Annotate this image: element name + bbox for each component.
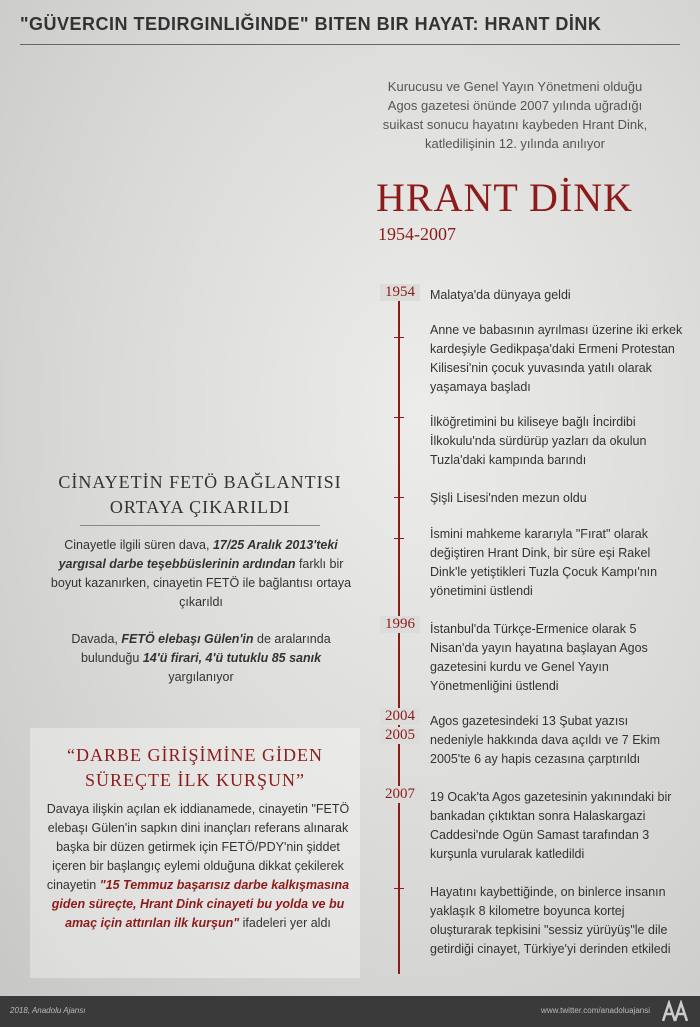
intro-line: Agos gazetesi önünde 2007 yılında uğradığı [387, 98, 643, 113]
timeline-tick [394, 497, 404, 498]
text-emphasis: FETÖ elebaşı Gülen'in [121, 632, 254, 646]
quote-emphasis: "15 Temmuz başarısız darbe kalkışmasına giden süreçte, Hrant Dink cinayeti bu yolda ve bu amaç için attırılan ilk kurşun" [51, 878, 350, 930]
timeline-event: Şişli Lisesi'nden mezun oldu [430, 491, 587, 505]
intro-line: suikast sonucu hayatını kaybeden Hrant Dink, [382, 117, 648, 132]
person-years: 1954-2007 [378, 224, 456, 244]
footer-copyright: 2018, Anadolu Ajansı [10, 1006, 86, 1015]
text-run: yargılanıyor [168, 670, 234, 684]
timeline-tick [394, 417, 404, 418]
text-run: Cinayetle ilgili süren dava, [64, 538, 213, 552]
page-title: "GÜVERCIN TEDIRGINLIĞINDE" BITEN BIR HAYAT: HRANT DİNK [20, 14, 602, 34]
feto-heading [40, 470, 360, 520]
timeline-year: 2005 [380, 727, 420, 744]
timeline-year: 2007 [380, 786, 420, 803]
timeline-year: 1996 [380, 616, 420, 633]
footer-bar [0, 996, 700, 1027]
quote-heading [40, 743, 350, 793]
intro-line: katledilişinin 12. yılında anılıyor [425, 136, 605, 151]
text-emphasis: 17/25 Aralık 2013'teki yargısal darbe teşebbüslerinin ardından [58, 538, 338, 571]
timeline-event: Agos gazetesindeki 13 Şubat yazısı nedeniyle hakkında dava açıldı ve 7 Ekim 2005'te 6 ay hapis cezasına çarptırıldı [430, 714, 660, 766]
feto-paragraph-1 [48, 536, 354, 612]
intro-line: Kurucusu ve Genel Yayın Yönetmeni olduğu [387, 79, 643, 94]
timeline-event: İlköğretimini bu kiliseye bağlı İncirdibi İlkokulu'nda sürdürüp yazları da okulun Tuzla'daki kampında barındı [430, 415, 647, 467]
text-emphasis: 14'ü firari, 4'ü tutuklu 85 sanık [142, 651, 322, 665]
timeline-event: 19 Ocak'ta Agos gazetesinin yakınındaki bir bankadan çıktıktan sonra Halaskargazi Caddesi'nde Ogün Samast tarafından 3 kurşunla vurularak katledildi [430, 790, 672, 861]
quote-heading-line: “DARBE GİRİŞİMİNE GİDEN [67, 745, 323, 765]
feto-heading-line: CİNAYETİN FETÖ BAĞLANTISI [58, 472, 342, 492]
quote-heading-line: SÜREÇTE İLK KURŞUN” [85, 770, 305, 790]
title-divider [20, 44, 680, 45]
timeline-tick [394, 337, 404, 338]
text-run: Davaya ilişkin açılan ek iddianamede, cinayetin "FETÖ elebaşı Gülen'in sapkın dini inançları referans alınarak başka bir düzen getirmek için FETÖ/PDY'nin şiddet içeren bir başlangıç eylemi olduğuna dikkat çekilerek cinayetin [46, 802, 350, 892]
timeline-event: İstanbul'da Türkçe-Ermenice olarak 5 Nisan'da yayın hayatına başlayan Agos gazetesini kurdu ve Genel Yayın Yönetmenliğini üstlendi [430, 622, 648, 693]
feto-divider [80, 525, 320, 526]
text-run: ifadeleri yer aldı [239, 916, 331, 930]
timeline-year: 1954 [380, 284, 420, 301]
timeline-line [398, 294, 400, 974]
text-run: Davada, [71, 632, 122, 646]
text-run: de aralarında bulunduğu [80, 632, 331, 665]
timeline-tick [394, 538, 404, 539]
quote-paragraph [40, 800, 356, 933]
timeline-event: Hayatını kaybettiğinde, on binlerce insanın yaklaşık 8 kilometre boyunca kortej oluşturarak tepkisini "sessiz yürüyüş"le dile getirdiği cinayet, Türkiye'yi derinden etkiledi [430, 885, 671, 956]
person-name: HRANT DİNK [376, 175, 634, 220]
timeline-event: İsmini mahkeme kararıyla "Fırat" olarak değiştiren Hrant Dink, bir süre eşi Rakel Dink'le yetiştikleri Tuzla Çocuk Kampı'nın yönetimini üstlendi [430, 527, 658, 598]
anadolu-agency-logo [662, 1000, 688, 1022]
timeline-year: 2004 [380, 708, 420, 725]
timeline-event: Anne ve babasının ayrılması üzerine iki erkek kardeşiyle Gedikpaşa'daki Ermeni Protestan Kilisesi'nin çocuk yuvasında yatılı olarak yaşamaya başladı [430, 323, 683, 394]
feto-heading-line: ORTAYA ÇIKARILDI [109, 497, 291, 517]
timeline-tick [394, 888, 404, 889]
footer-twitter-link[interactable]: www.twitter.com/anadoluajansi [541, 1006, 650, 1015]
timeline-event: Malatya'da dünyaya geldi [430, 288, 571, 302]
text-run: farklı bir boyut kazanırken, cinayetin FETÖ ile bağlantısı ortaya çıkarıldı [50, 557, 352, 609]
feto-paragraph-2 [48, 630, 354, 687]
portrait-photo [40, 60, 380, 460]
intro-text [360, 77, 670, 153]
